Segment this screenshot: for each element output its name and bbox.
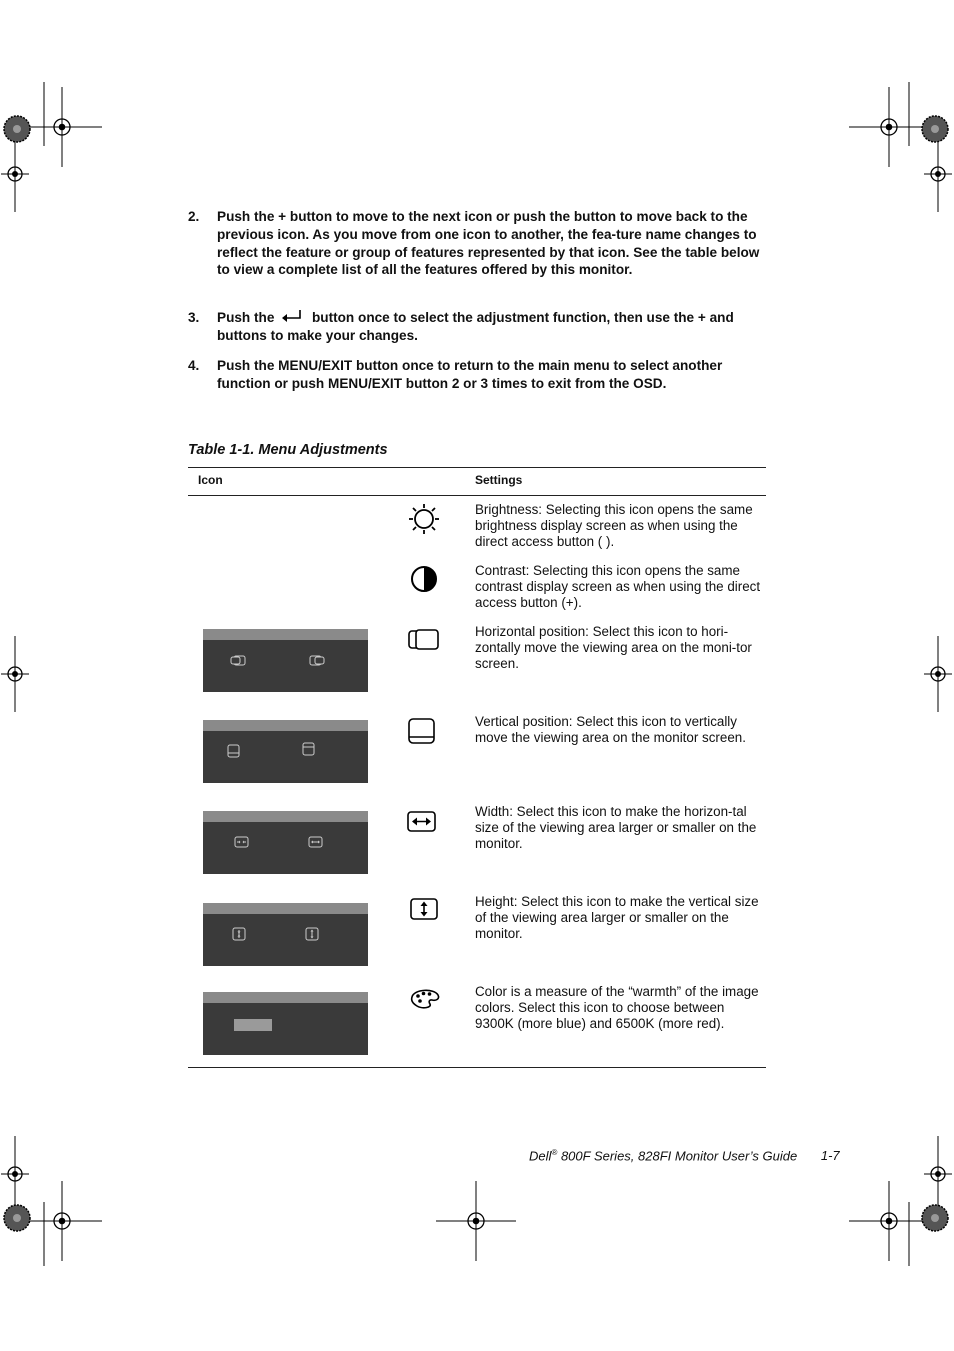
row-horizontal-description: Horizontal position: Select this icon to hori-zontally move the viewing area on the moni-tor screen. xyxy=(475,624,752,671)
page-footer xyxy=(529,1148,840,1163)
osd-screen-color xyxy=(203,992,368,1055)
height-arrows-icon xyxy=(410,898,440,922)
osd-narrow-icon xyxy=(234,836,249,848)
header-icon: Icon xyxy=(198,473,223,487)
brightness-sun-icon xyxy=(408,503,440,535)
step-text-before: Push the xyxy=(217,310,275,325)
vertical-position-icon xyxy=(407,717,437,747)
table-bottom-rule xyxy=(188,1067,766,1068)
osd-title-bar xyxy=(203,720,368,731)
osd-title-bar xyxy=(203,903,368,914)
step-number: 2. xyxy=(188,209,200,224)
osd-shift-left-icon xyxy=(230,655,246,666)
row-vertical-description: Vertical position: Select this icon to vertically move the viewing area on the monitor screen. xyxy=(475,714,746,745)
osd-shift-right-icon xyxy=(309,655,325,666)
footer-brand: Dell xyxy=(529,1148,552,1164)
row-color-description: Color is a measure of the “warmth” of the image colors. Select this icon to choose between 9300K (more blue) and 6500K (more red). xyxy=(475,984,759,1031)
osd-grow-height-icon xyxy=(305,927,319,942)
header-settings: Settings xyxy=(475,473,523,487)
step-text: Push the MENU/EXIT button once to return to the main menu to select another function or push MENU/EXIT button 2 or 3 times to exit from the OSD. xyxy=(217,358,723,391)
step-3 xyxy=(188,309,768,345)
osd-screen-width xyxy=(203,811,368,874)
osd-selection-highlight xyxy=(234,1019,272,1031)
osd-screen-horizontal xyxy=(203,629,368,692)
osd-shift-down-icon xyxy=(227,744,240,759)
osd-widen-icon xyxy=(308,836,323,848)
step-4 xyxy=(188,357,768,393)
color-palette-icon xyxy=(409,987,441,1011)
registered-mark: ® xyxy=(551,1148,558,1157)
table-top-rule xyxy=(188,467,766,468)
enter-arrow-icon xyxy=(278,309,308,323)
step-number: 4. xyxy=(188,358,200,373)
osd-screen-height xyxy=(203,903,368,966)
step-number: 3. xyxy=(188,310,200,325)
table-header-rule xyxy=(188,495,766,496)
page-number: 1-7 xyxy=(820,1148,840,1164)
step-text: Push the + button to move to the next icon or push the button to move back to the previous icon. As you move from one icon to another, the fea-ture name changes to reflect the feature or group of features represented by that icon. See the table below to view a complete list of all the features offered by this monitor. xyxy=(217,209,760,278)
osd-title-bar xyxy=(203,629,368,640)
row-contrast-description: Contrast: Selecting this icon opens the same contrast display screen as when using the direct access button (+). xyxy=(475,563,761,610)
osd-title-bar xyxy=(203,992,368,1003)
row-height-description: Height: Select this icon to make the vertical size of the viewing area larger or smaller on the monitor. xyxy=(475,894,759,941)
step-text-after: button once to select the adjustment function, then use the + and buttons to make your changes. xyxy=(217,310,734,343)
step-2 xyxy=(188,208,768,279)
width-arrows-icon xyxy=(407,810,437,834)
osd-screen-vertical xyxy=(203,720,368,783)
horizontal-position-icon xyxy=(408,628,440,652)
footer-title: 800F Series, 828FI Monitor User’s Guide xyxy=(560,1148,798,1164)
osd-shift-up-icon xyxy=(302,742,315,757)
contrast-half-circle-icon xyxy=(409,564,439,594)
row-brightness-description: Brightness: Selecting this icon opens the same brightness display screen as when using the direct access button ( ). xyxy=(475,502,753,549)
osd-shrink-height-icon xyxy=(232,927,246,942)
table-caption: Table 1-1. Menu Adjustments xyxy=(188,442,388,458)
row-width-description: Width: Select this icon to make the horizon-tal size of the viewing area larger or smaller on the monitor. xyxy=(475,804,757,851)
osd-title-bar xyxy=(203,811,368,822)
